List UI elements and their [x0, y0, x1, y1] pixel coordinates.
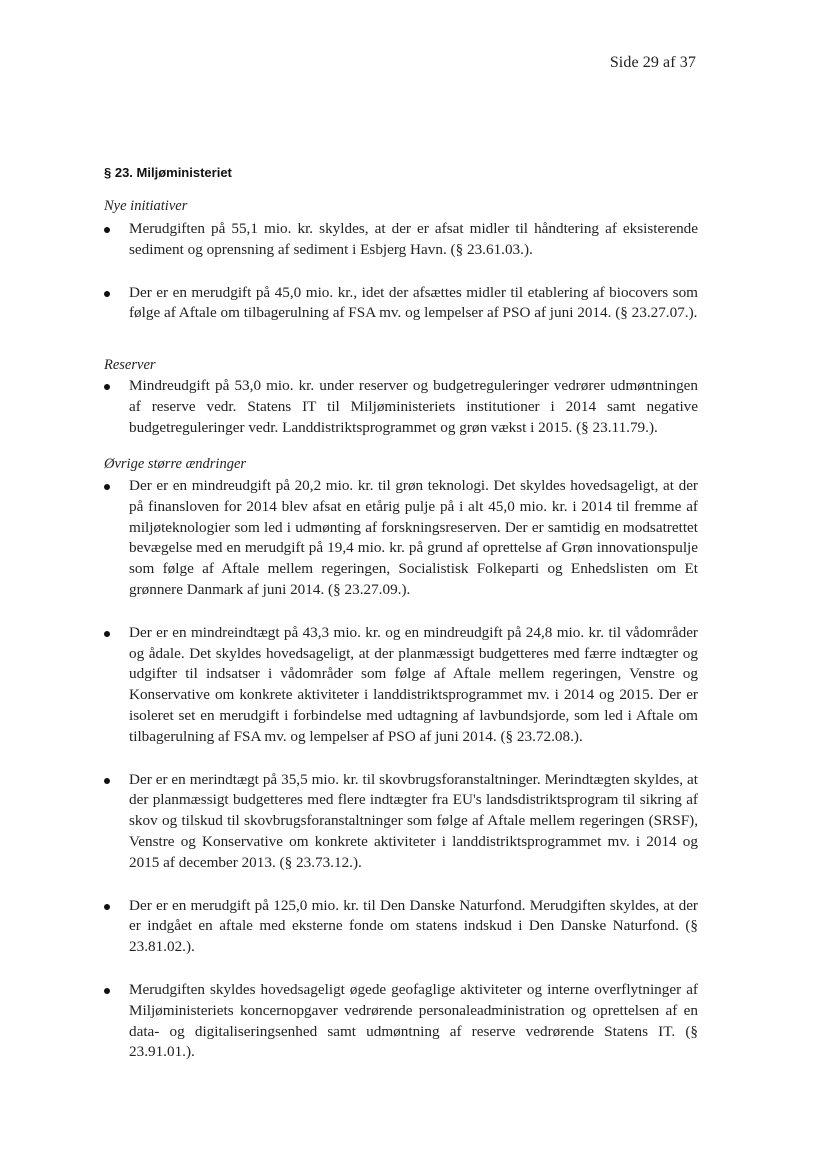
- list-item: [104, 770, 698, 874]
- list-item: [104, 283, 698, 325]
- page-number: Side 29 af 37: [609, 54, 696, 71]
- list-item-text: Der er en merudgift på 45,0 mio. kr., idet der afsættes midler til etablering af biocovers som følge af Aftale om tilbagerulning af FSA mv. og lempelser af PSO af juni 2014. (§ 23.27.07.).: [129, 283, 698, 322]
- bullet-icon: [104, 484, 110, 490]
- subheading-reserves: Reserver: [104, 357, 156, 373]
- bullet-icon: [104, 227, 110, 233]
- subheading-new-initiatives: Nye initiativer: [104, 198, 188, 214]
- list-item-text: Der er en merudgift på 125,0 mio. kr. til Den Danske Naturfond. Merudgiften skyldes, at der er indgået en aftale med eksterne fonde om statens indskud i Den Danske Naturfond. (§ 23.81.02.).: [129, 896, 698, 956]
- bullet-list-other-changes: [104, 476, 698, 1063]
- list-item-text: Merudgiften skyldes hovedsageligt øgede geofaglige aktiviteter og interne overflytninger af Miljøministeriets koncernopgaver vedrørende personaleadministration og oprettelsen af en data- og digitaliseringsenhed samt udmøntning af reserve vedrørende Statens IT. (§ 23.91.01.).: [129, 980, 698, 1061]
- bullet-list-new-initiatives: [104, 219, 698, 324]
- list-item-text: Der er en merindtægt på 35,5 mio. kr. til skovbrugsforanstaltninger. Merindtægten skyldes, at der planmæssigt budgetteres med flere indtægter fra EU's landsdistriktsprogram til sikring af skov og tilskud til skovbrugsforanstaltninger som følge af Aftale mellem regeringen (SRSF), Venstre og Konservative om konkrete aktiviteter i landdistriktsprogrammet mv. i 2014 og 2015 af december 2013. (§ 23.73.12.).: [129, 770, 698, 871]
- bullet-icon: [104, 384, 110, 390]
- bullet-list-reserves: [104, 376, 698, 438]
- bullet-icon: [104, 988, 110, 994]
- bullet-icon: [104, 904, 110, 910]
- list-item-text: Der er en mindreindtægt på 43,3 mio. kr. og en mindreudgift på 24,8 mio. kr. til vådområder og ådale. Det skyldes hovedsageligt, at der planmæssigt budgetteres med færre indtægter og udgifter til indsatser i vådområder som følge af Aftale mellem regeringen, Venstre og Konservative om konkrete aktiviteter i landdistriktsprogrammet mv. i 2014 og 2015. Der er isoleret set en merudgift i forbindelse med udtagning af lavbundsjorde, som led i Aftale om tilbagerulning af FSA mv. og lempelser af PSO af juni 2014. (§ 23.72.08.).: [129, 623, 698, 745]
- list-item: [104, 623, 698, 748]
- list-item-text: Der er en mindreudgift på 20,2 mio. kr. til grøn teknologi. Det skyldes hovedsageligt, at der på finansloven for 2014 blev afsat en etårig pulje på i alt 45,0 mio. kr. i 2014 til fremme af miljøteknologier som led i udmønting af forskningsreserven. Der er samtidig en modsatrettet bevægelse med en merudgift på 19,4 mio. kr. på grund af oprettelse af Grøn innovationspulje som følge af Aftale mellem regeringen, Socialistisk Folkeparti og Enhedslisten om Et grønnere Danmark af juni 2014. (§ 23.27.09.).: [129, 477, 698, 598]
- list-item: [104, 476, 698, 601]
- bullet-icon: [104, 631, 110, 637]
- list-item: [104, 219, 698, 261]
- list-item-text: Merudgiften på 55,1 mio. kr. skyldes, at der er afsat midler til håndtering af eksisterende sediment og oprensning af sediment i Esbjerg Havn. (§ 23.61.03.).: [129, 220, 698, 258]
- bullet-icon: [104, 291, 110, 297]
- bullet-icon: [104, 778, 110, 784]
- list-item: [104, 896, 698, 958]
- list-item-text: Mindreudgift på 53,0 mio. kr. under reserver og budgetreguleringer vedrører udmøntningen af reserve vedr. Statens IT til Miljøministeriets institutioner i 2014 samt negative budgetreguleringer vedr. Landdistriktsprogrammet og grøn vækst i 2015. (§ 23.11.79.).: [129, 377, 698, 436]
- section-heading: § 23. Miljøministeriet: [104, 165, 232, 180]
- list-item: [104, 980, 698, 1063]
- list-item: [104, 376, 698, 438]
- subheading-other-changes: Øvrige større ændringer: [104, 456, 247, 472]
